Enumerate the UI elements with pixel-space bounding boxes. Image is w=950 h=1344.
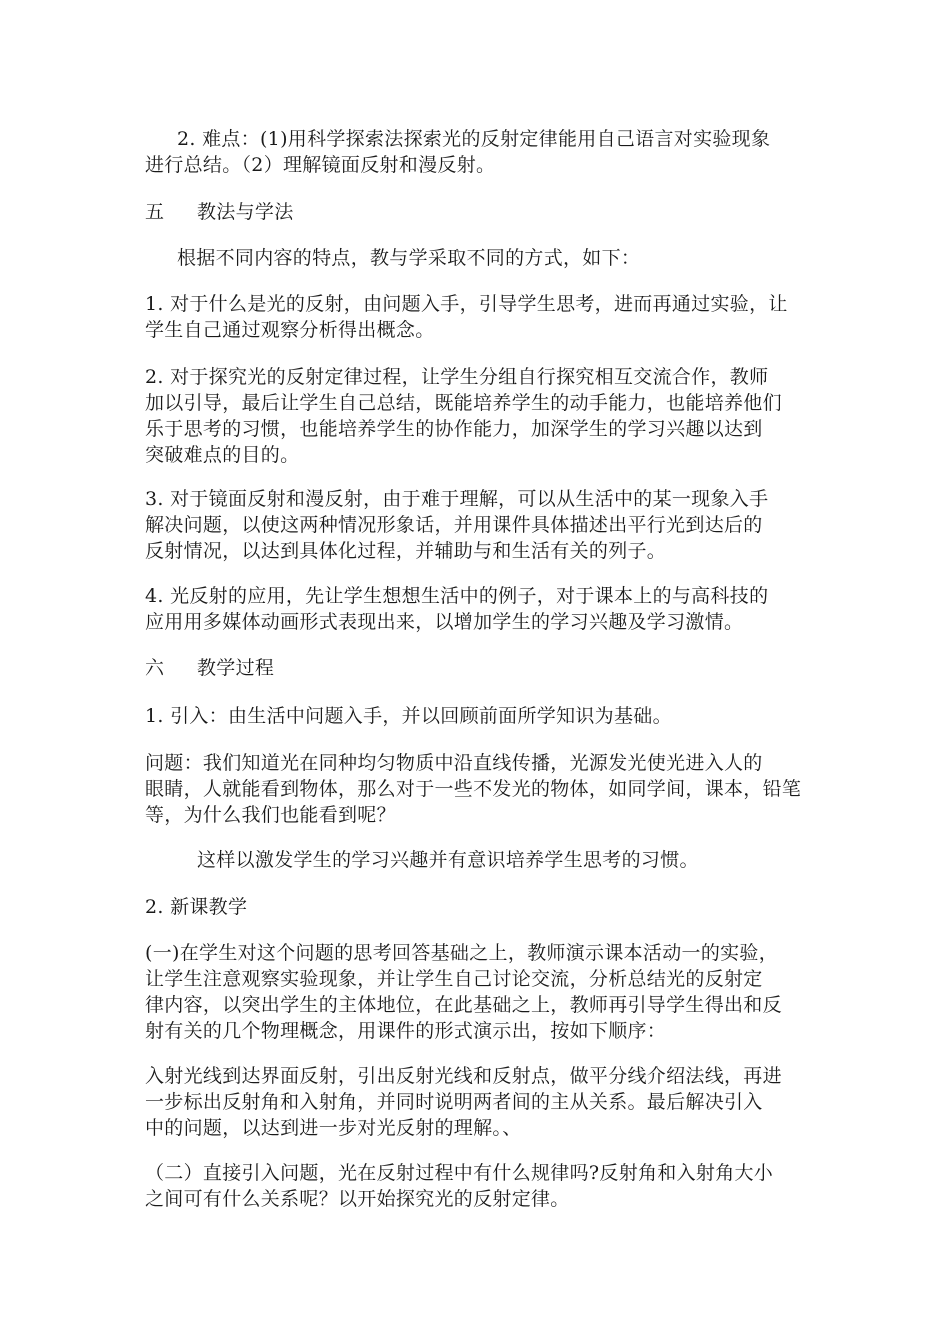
section-number: 六 (145, 657, 165, 679)
text-line: 2. 难点：(1)用科学探索法探索光的反射定律能用自己语言对实验现象 (177, 128, 771, 150)
method-3-paragraph (145, 486, 810, 564)
text-line: 2. 对于探究光的反射定律过程，让学生分组自行探究相互交流合作，教师 (145, 366, 769, 388)
text-line: 加以引导，最后让学生自己总结，既能培养学生的动手能力，也能培养他们 (145, 392, 782, 414)
text-line: 1. 对于什么是光的反射，由问题入手，引导学生思考，进而再通过实验，让 (145, 293, 788, 315)
text-line: 问题：我们知道光在同种均匀物质中沿直线传播，光源发光使光进入人的 (145, 752, 763, 774)
difficulty-paragraph (145, 126, 810, 178)
text-line: 根据不同内容的特点，教与学采取不同的方式，如下： (177, 247, 641, 269)
text-line: 进行总结。（2）理解镜面反射和漫反射。 (145, 154, 496, 176)
text-line: 等，为什么我们也能看到呢？ (145, 804, 396, 826)
text-line: (一)在学生对这个问题的思考回答基础之上，教师演示课本活动一的实验， (145, 942, 779, 964)
section-title: 教法与学法 (197, 201, 294, 223)
text-line: 让学生注意观察实验现象，并让学生自己讨论交流，分析总结光的反射定 (145, 968, 763, 990)
text-line: 解决问题，以使这两种情况形象话，并用课件具体描述出平行光到达后的 (145, 514, 763, 536)
method-2-paragraph (145, 364, 810, 468)
intro-paragraph (145, 703, 810, 729)
section-number: 五 (145, 201, 165, 223)
section-title: 教学过程 (197, 657, 275, 679)
text-line: 4. 光反射的应用，先让学生想想生活中的例子，对于课本上的与高科技的 (145, 585, 769, 607)
purpose-paragraph (145, 847, 810, 873)
text-line: 2. 新课教学 (145, 896, 248, 918)
question-paragraph (145, 750, 810, 828)
section-heading-5 (145, 199, 810, 225)
text-line: 应用用多媒体动画形式表现出来，以增加学生的学习兴趣及学习激情。 (145, 611, 744, 633)
text-line: 入射光线到达界面反射，引出反射光线和反射点，做平分线介绍法线，再进 (145, 1065, 782, 1087)
part-1-paragraph (145, 940, 810, 1044)
part-2-paragraph (145, 1160, 810, 1212)
text-line: 3. 对于镜面反射和漫反射，由于难于理解，可以从生活中的某一现象入手 (145, 488, 769, 510)
text-line: 眼睛，人就能看到物体，那么对于一些不发光的物体，如同学间，课本，铅笔 (145, 778, 802, 800)
method-1-paragraph (145, 291, 810, 343)
methods-intro-paragraph (145, 245, 810, 271)
text-line: 学生自己通过观察分析得出概念。 (145, 319, 435, 341)
text-line: 反射情况，以达到具体化过程，并辅助与和生活有关的列子。 (145, 540, 667, 562)
text-line: 这样以激发学生的学习兴趣并有意识培养学生思考的习惯。 (197, 849, 699, 871)
text-line: 乐于思考的习惯，也能培养学生的协作能力，加深学生的学习兴趣以达到 (145, 418, 763, 440)
text-line: 一步标出反射角和入射角，并同时说明两者间的主从关系。最后解决引入 (145, 1091, 763, 1113)
text-line: 突破难点的目的。 (145, 444, 300, 466)
sequence-paragraph (145, 1063, 810, 1141)
text-line: （二）直接引入问题，光在反射过程中有什么规律吗?反射角和入射角大小 (145, 1162, 774, 1184)
text-line: 律内容，以突出学生的主体地位，在此基础之上，教师再引导学生得出和反 (145, 994, 782, 1016)
text-line: 中的问题，以达到进一步对光反射的理解。、 (145, 1117, 522, 1139)
new-lesson-heading (145, 894, 810, 920)
text-line: 射有关的几个物理概念，用课件的形式演示出，按如下顺序： (145, 1020, 667, 1042)
text-line: 1. 引入：由生活中问题入手，并以回顾前面所学知识为基础。 (145, 705, 672, 727)
method-4-paragraph (145, 583, 810, 635)
section-heading-6 (145, 655, 810, 681)
text-line: 之间可有什么关系呢？以开始探究光的反射定律。 (145, 1188, 570, 1210)
